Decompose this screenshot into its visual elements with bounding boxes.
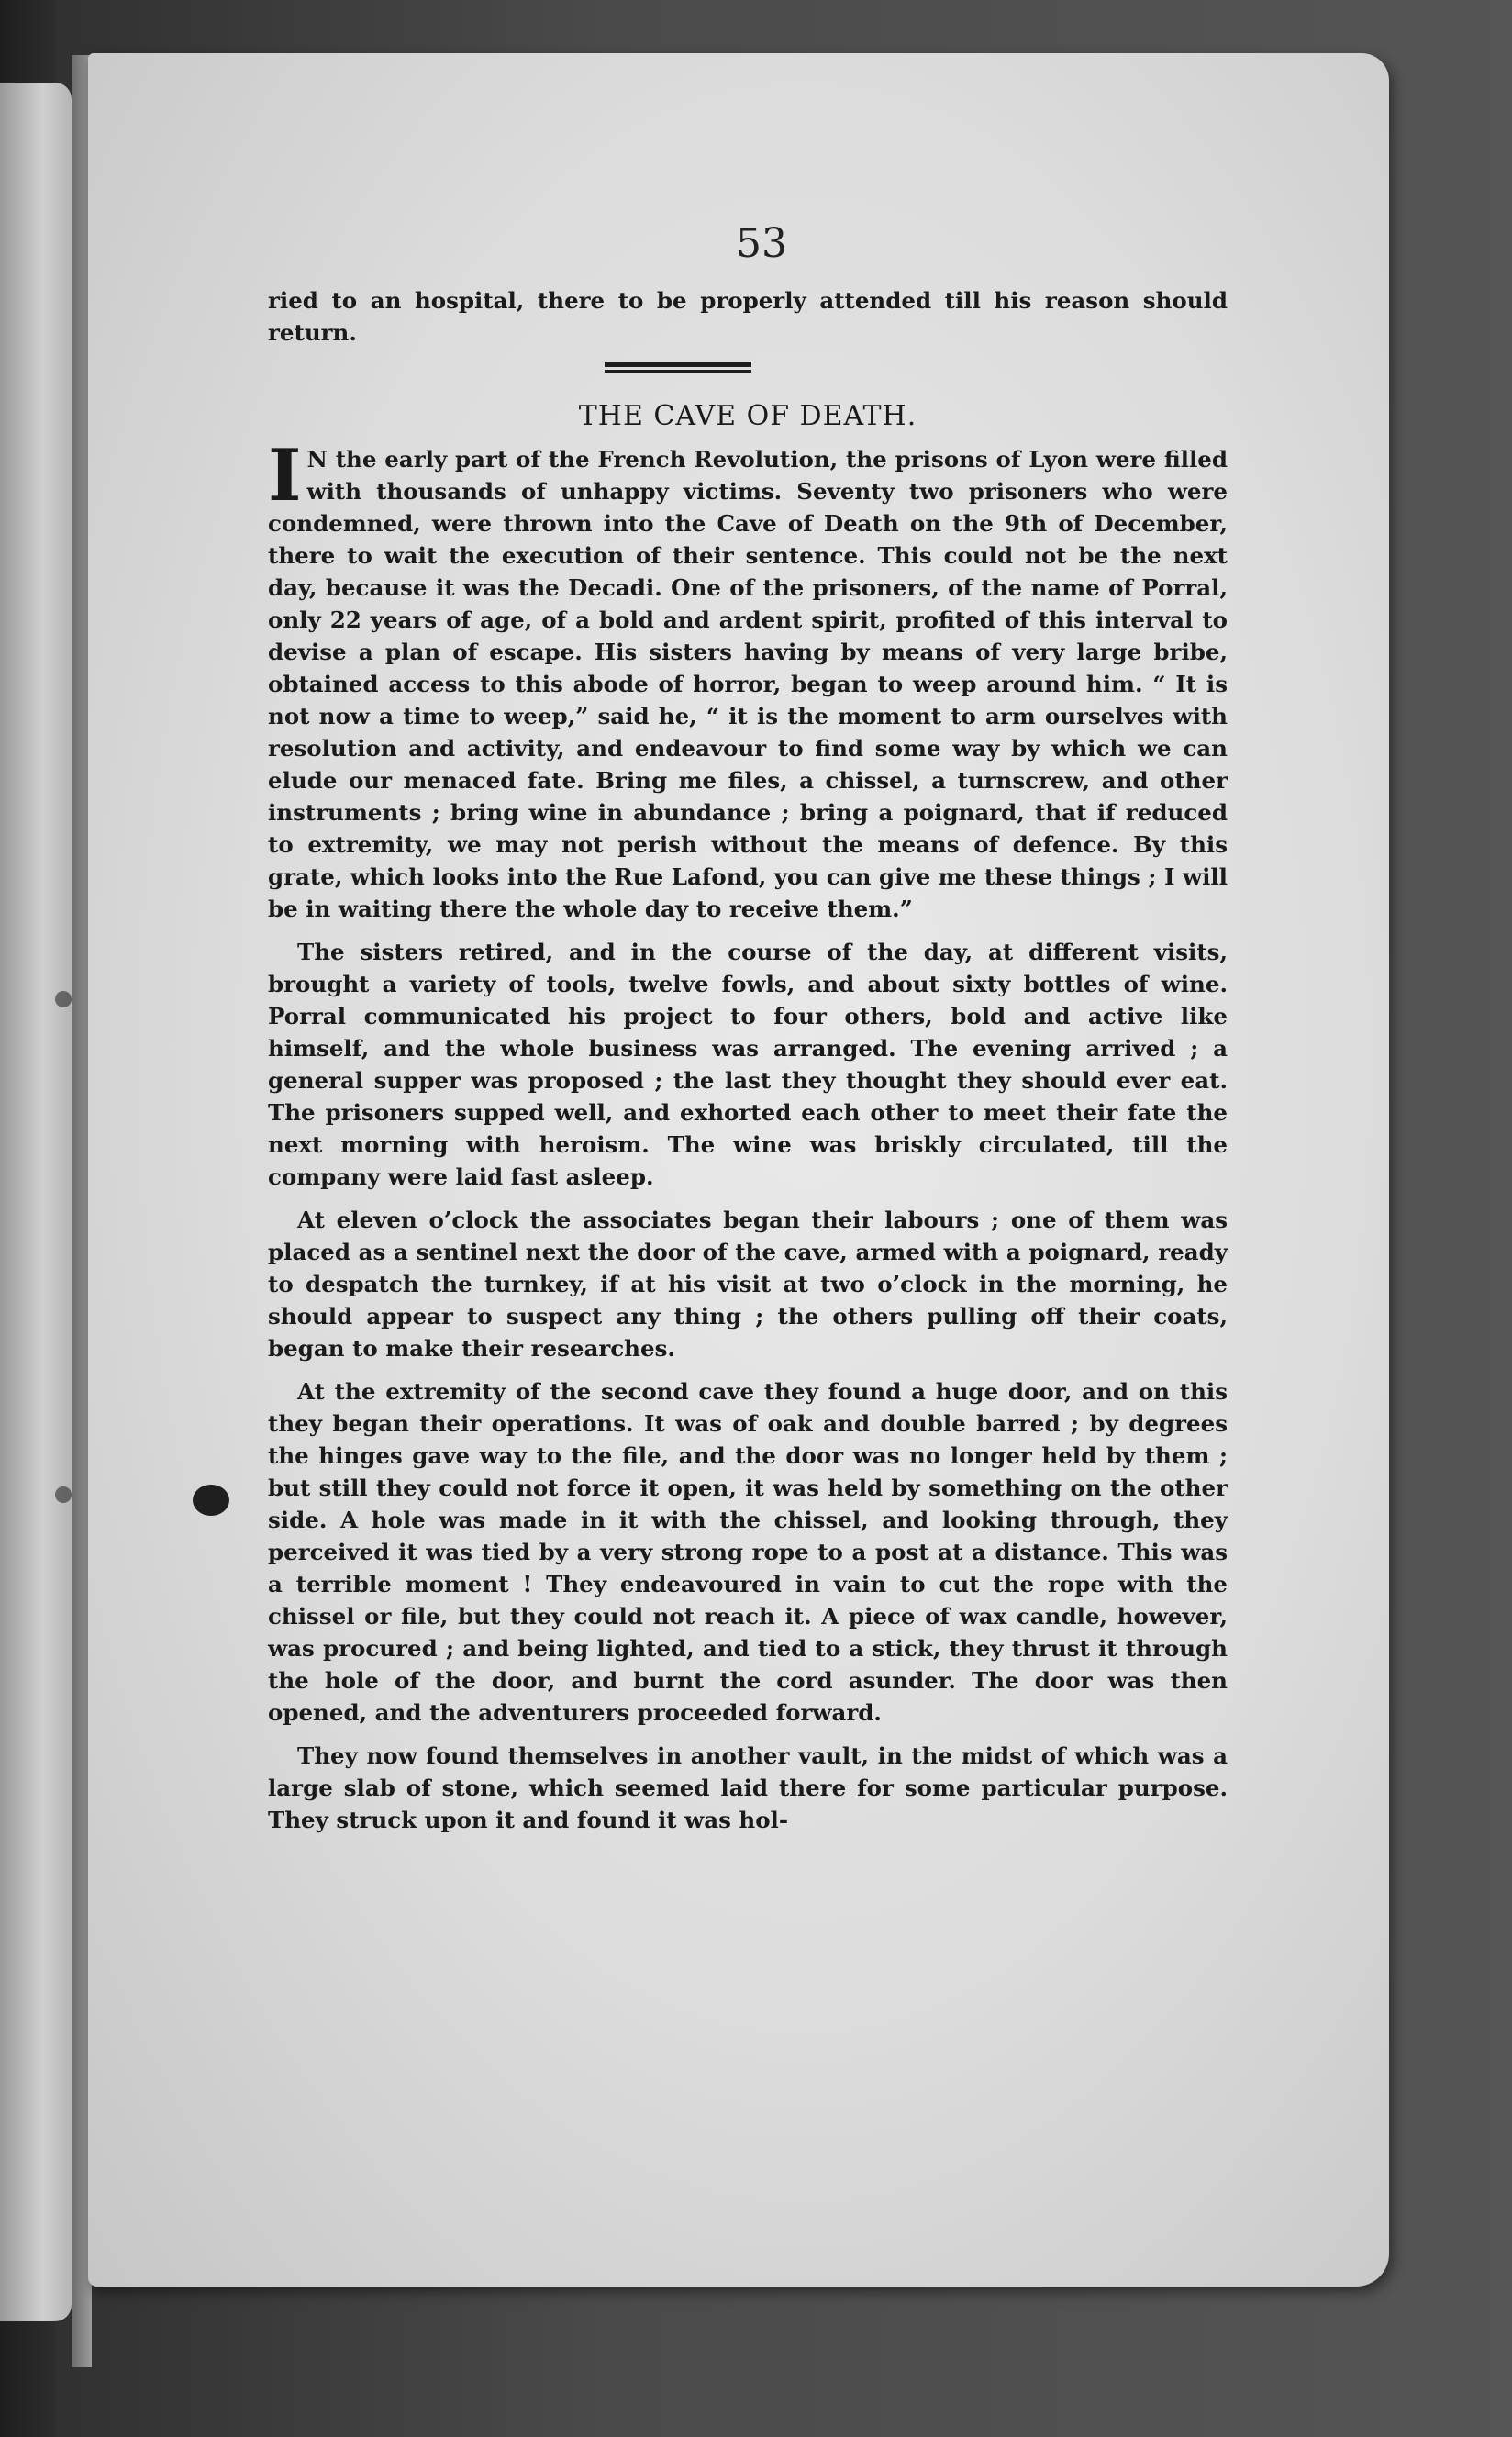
section-rule-thick [605, 362, 751, 367]
section-rule-thin [605, 370, 751, 373]
page-text [268, 284, 1228, 1836]
chapter-title: THE CAVE OF DEATH. [578, 400, 917, 432]
binding-stitch [55, 991, 72, 1007]
paragraph-text: N the early part of the French Revolution, the prisons of Lyon were filled with thousands of unhappy victims. Seventy two prisoners who were condemned, were thrown into the Cave of Death on the 9th of December, there to wait the execution of their sentence. This could not be the next day, because it was the Decadi. One of the prisoners, of the name of Porral, only 22 years of age, of a bold and ardent spirit, profited of this interval to devise a plan of escape. His sisters having by means of very large bribe, obtained access to this abode of horror, began to weep around him. “ It is not now a time to weep,” said he, “ it is the moment to arm ourselves with resolution and activity, and endeavour to find some way by which we can elude our menaced fate. Bring me files, a chissel, a turnscrew, and other instruments ; bring wine in abundance ; bring a poignard, that if reduced to extremity, we may not perish without the means of defence. By this grate, which looks into the Rue Lafond, you can give me these things ; I will be in waiting there the whole day to receive them.” [268, 446, 1228, 922]
paragraph: At eleven o’clock the associates began their labours ; one of them was placed as a sentinel next the door of the cave, armed with a poignard, ready to despatch the turnkey, if at his visit at two o’clock in the morning, he should appear to suspect any thing ; the others pulling off their coats, began to make their researches. [268, 1207, 1228, 1362]
paragraph: At the extremity of the second cave they found a huge door, and on this they began their operations. It was of oak and double barred ; by degrees the hinges gave way to the file, and the door was no longer held by them ; but still they could not force it open, it was held by something on the other side. A hole was made in it with the chissel, and looking through, they perceived it was tied by a very strong rope to a post at a distance. This was a terrible moment ! They endeavoured in vain to cut the rope with the chissel or file, but they could not reach it. A piece of wax candle, however, was procured ; and being lighted, and tied to a stick, they thrust it through the hole of the door, and burnt the cord asunder. The door was then opened, and the adventurers proceeded forward. [268, 1378, 1228, 1726]
paragraph: They now found themselves in another vault, in the midst of which was a large slab of stone, which seemed laid there for some particular purpose. They struck upon it and found it was hol- [268, 1742, 1228, 1833]
binding-stitch [55, 1486, 72, 1503]
ink-blot [193, 1485, 229, 1516]
left-page-edge [0, 83, 72, 2321]
drop-cap: I [268, 434, 302, 517]
page-number: 53 [736, 220, 787, 267]
carryover-text: ried to an hospital, there to be properly attended till his reason should return. [268, 287, 1228, 346]
paragraph: The sisters retired, and in the course of the day, at different visits, brought a variety of tools, twelve fowls, and about sixty bottles of wine. Porral communicated his project to four others, bold and active like himself, and the whole business was arranged. The evening arrived ; a general supper was proposed ; the last they thought they should ever eat. The prisoners supped well, and exhorted each other to meet their fate the next morning with heroism. The wine was briskly circulated, till the company were laid fast asleep. [268, 939, 1228, 1190]
paragraph [268, 434, 1228, 925]
